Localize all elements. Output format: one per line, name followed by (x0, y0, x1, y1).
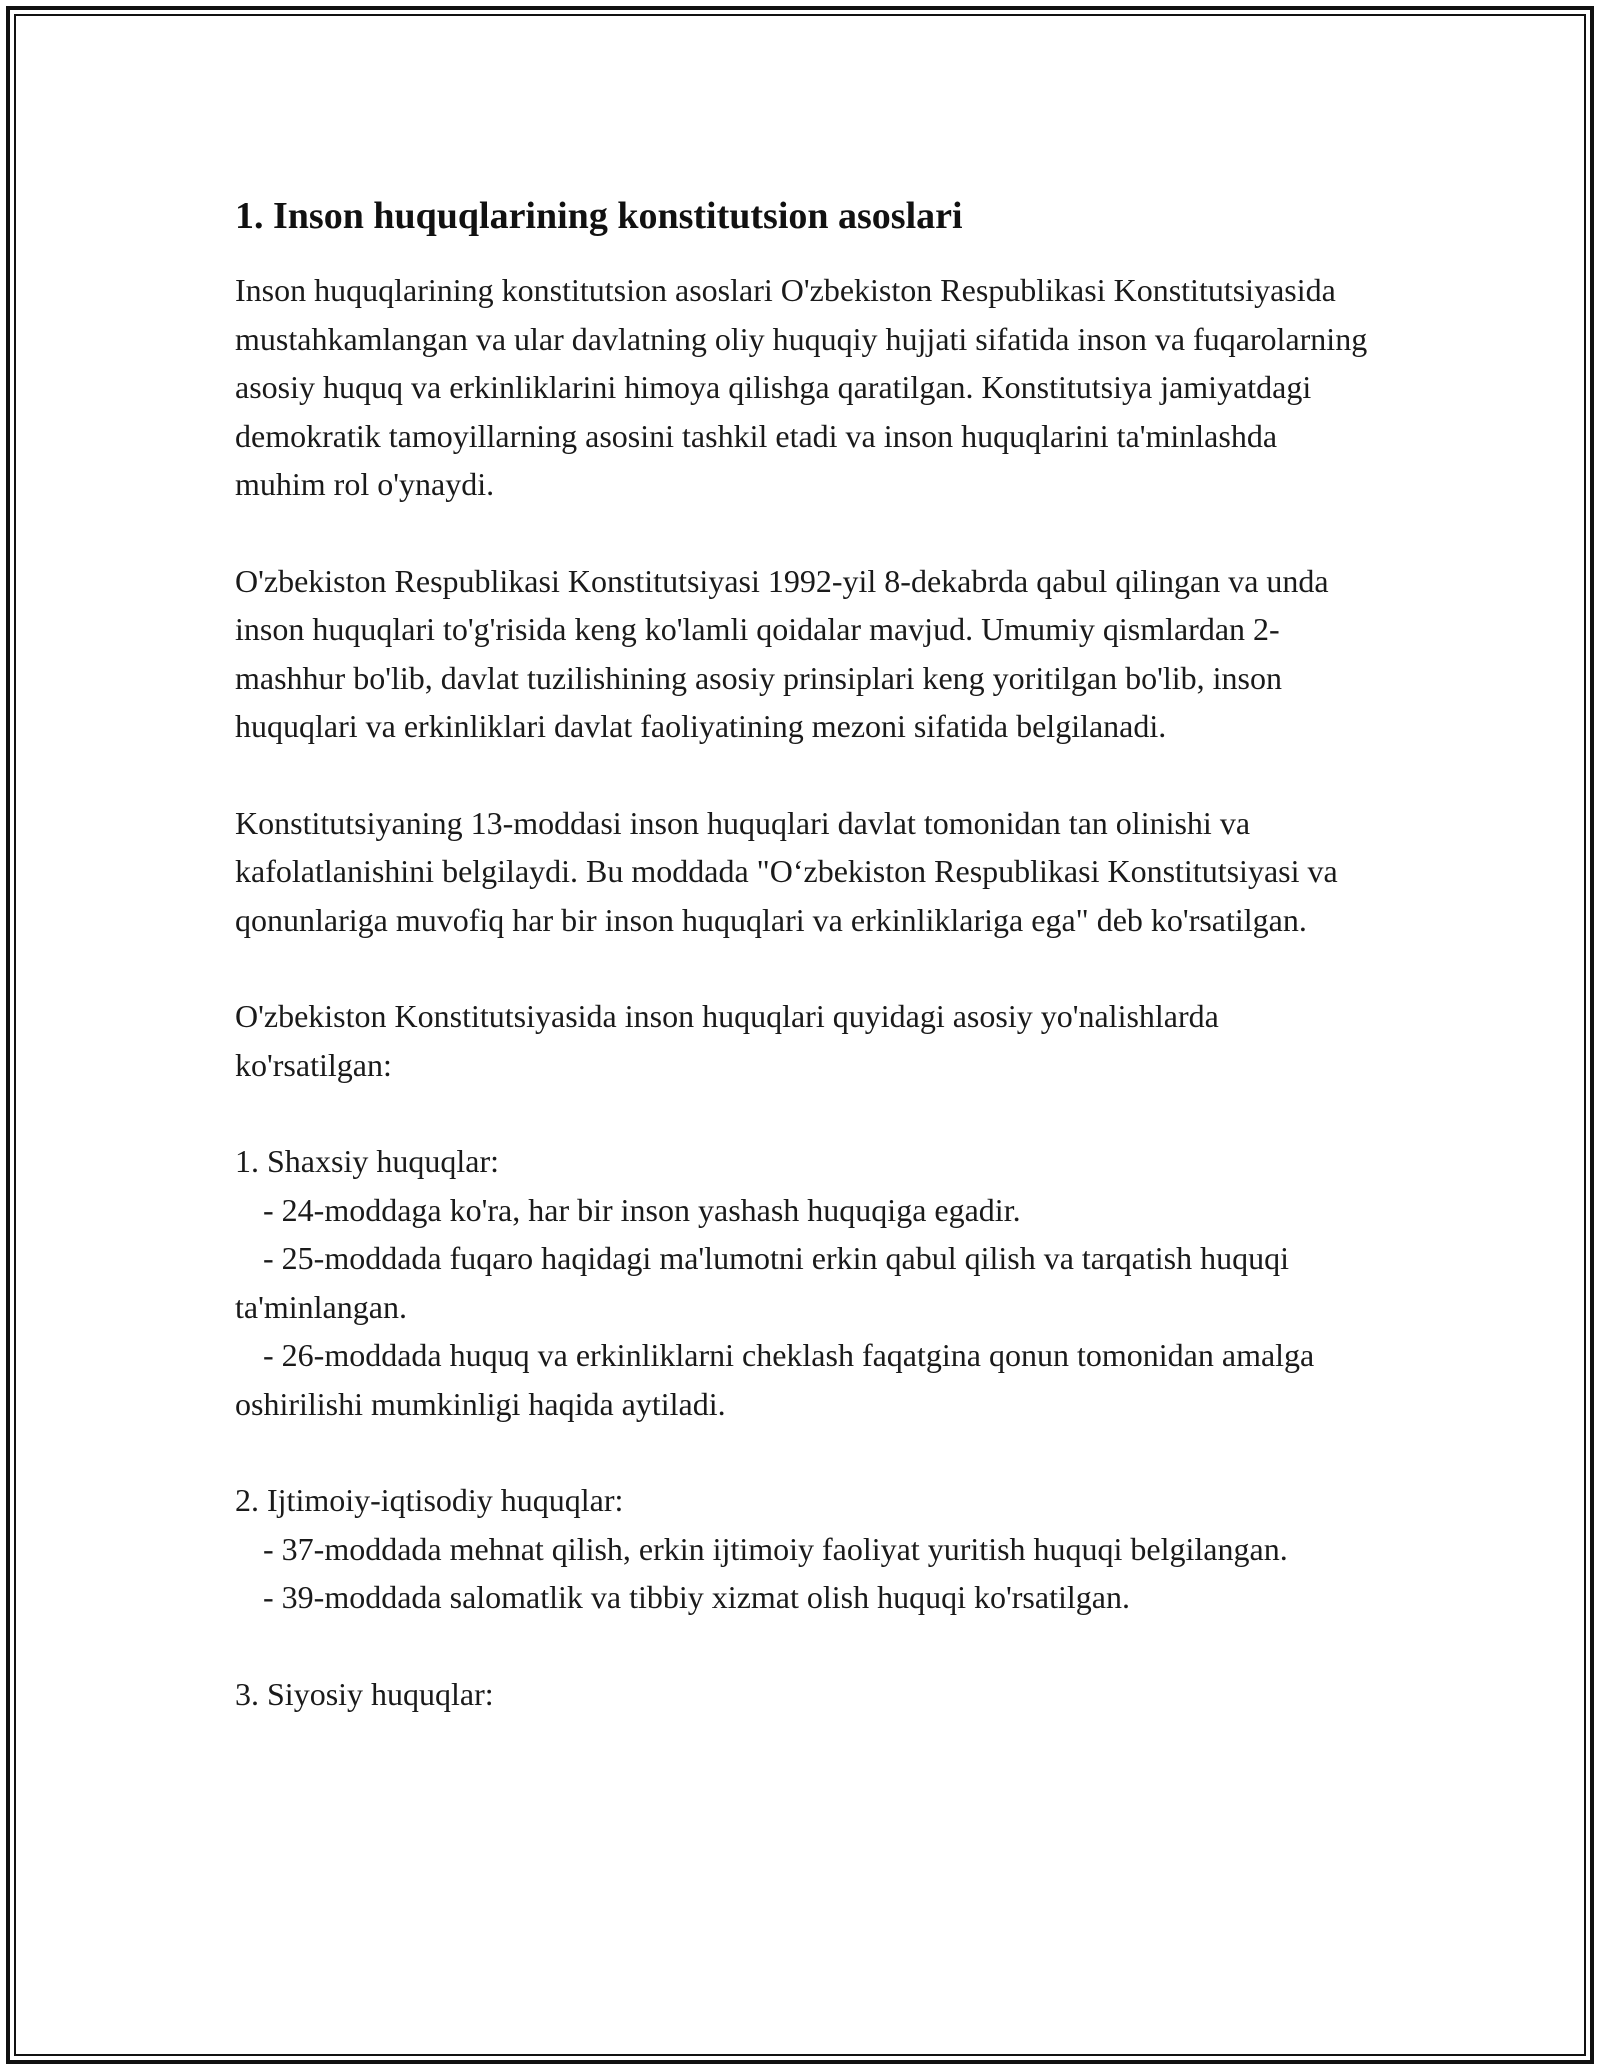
section-title: 2. Ijtimoiy-iqtisodiy huquqlar: (235, 1482, 624, 1518)
list-item: - 25-moddada fuqaro haqidagi ma'lumotni erkin qabul qilish va tarqatish huquqi ta'minlangan. (235, 1240, 1289, 1325)
paragraph-1: Inson huquqlarining konstitutsion asoslari O'zbekiston Respublikasi Konstitutsiyasida mustahkamlangan va ular davlatning oliy huquqiy hujjati sifatida inson va fuqarolarning asosiy huquq va erkinliklarini himoya qilishga qaratilgan. Konstitutsiya jamiyatdagi demokratik tamoyillarning asosini tashkil etadi va inson huquqlarini ta'minlashda muhim rol o'ynaydi. (235, 272, 1368, 502)
paragraph-3: Konstitutsiyaning 13-moddasi inson huquqlari davlat tomonidan tan olinishi va kafolatlanishini belgilaydi. Bu moddada "O‘zbekiston Respublikasi Konstitutsiyasi va qonunlariga muvofiq har bir inson huquqlari va erkinliklariga ega" deb ko'rsatilgan. (235, 804, 1338, 938)
paragraph-4: O'zbekiston Konstitutsiyasida inson huquqlari quyidagi asosiy yo'nalishlarda ko'rsatilgan: (235, 998, 1219, 1083)
list-item: - 39-moddada salomatlik va tibbiy xizmat olish huquqi ko'rsatilgan. (263, 1579, 1130, 1615)
list-item: - 26-moddada huquq va erkinliklarni cheklash faqatgina qonun tomonidan amalga oshirilishi mumkinligi haqida aytiladi. (235, 1337, 1315, 1422)
section-title: 3. Siyosiy huquqlar: (235, 1675, 494, 1712)
section-political-rights (235, 1670, 1375, 1719)
list-item: - 24-moddaga ko'ra, har bir inson yashash huquqiga egadir. (263, 1191, 1021, 1228)
paragraph-2: O'zbekiston Respublikasi Konstitutsiyasi 1992-yil 8-dekabrda qabul qilingan va unda inson huquqlari to'g'risida keng ko'lamli qoidalar mavjud. Umumiy qismlardan 2-mashhur bo'lib, davlat tuzilishining asosiy prinsiplari keng yoritilgan bo'lib, inson huquqlari va erkinliklari davlat faoliyatining mezoni sifatida belgilanadi. (235, 562, 1329, 744)
document-body (235, 188, 1375, 1766)
section-socio-economic-rights (235, 1476, 1375, 1622)
section-personal-rights (235, 1137, 1375, 1428)
section-title: 1. Shaxsiy huquqlar: (235, 1143, 499, 1179)
list-item: - 37-moddada mehnat qilish, erkin ijtimoiy faoliyat yuritish huquqi belgilangan. (263, 1530, 1288, 1567)
document-title: 1. Inson huquqlarining konstitutsion asoslari (235, 195, 963, 237)
